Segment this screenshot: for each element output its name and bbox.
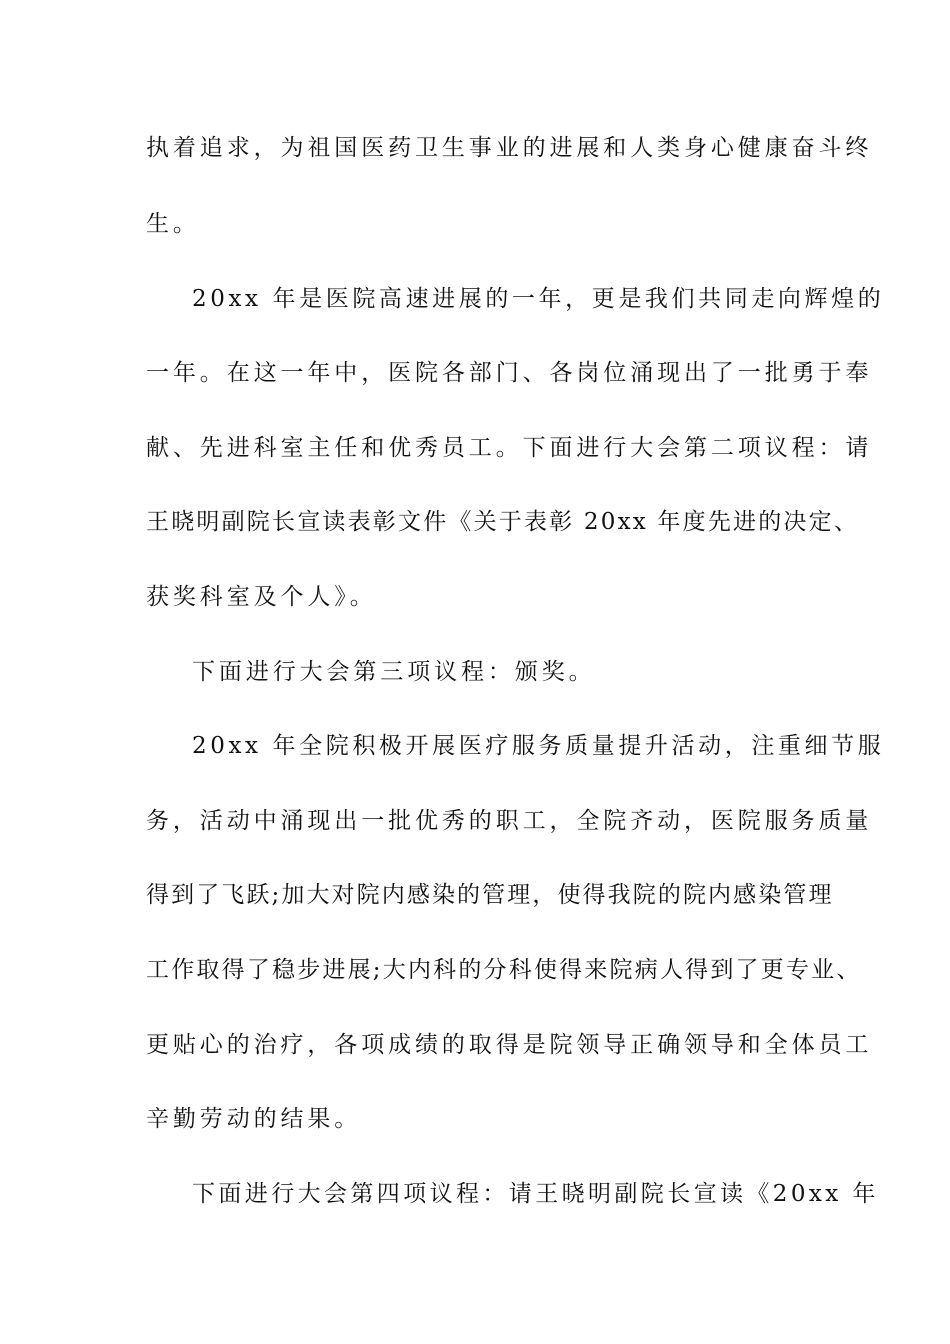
paragraph-start: 20xx 年是医院高速进展的一年，更是我们共同走向辉煌的 [192,286,885,312]
paragraph-start: 20xx 年全院积极开展医疗服务质量提升活动，注重细节服 [192,733,885,759]
paragraph-start: 下面进行大会第三项议程：颁奖。 [192,659,596,685]
text-line: 务，活动中涌现出一批优秀的职工，全院齐动，医院服务质量 [146,808,873,834]
text-line: 得到了飞跃;加大对院内感染的管理，使得我院的院内感染管理 [146,882,834,908]
text-line: 一年。在这一年中，医院各部门、各岗位涌现出了一批勇于奉 [146,360,873,386]
text-line: 更贴心的治疗，各项成绩的取得是院领导正确领导和全体员工 [146,1032,873,1058]
paragraph-start: 下面进行大会第四项议程：请王晓明副院长宣读《20xx 年 [192,1181,879,1207]
text-line: 工作取得了稳步进展;大内科的分科使得来院病人得到了更专业、 [146,957,862,983]
text-line: 获奖科室及个人》。 [146,584,377,610]
text-line: 执着追求，为祖国医药卫生事业的进展和人类身心健康奋斗终 [146,135,873,161]
text-line: 辛勤劳动的结果。 [146,1106,362,1132]
text-line: 生。 [146,211,200,237]
text-line: 王晓明副院长宣读表彰文件《关于表彰 20xx 年度先进的决定、 [146,509,860,535]
text-line: 献、先进科室主任和优秀员工。下面进行大会第二项议程：请 [146,435,873,461]
